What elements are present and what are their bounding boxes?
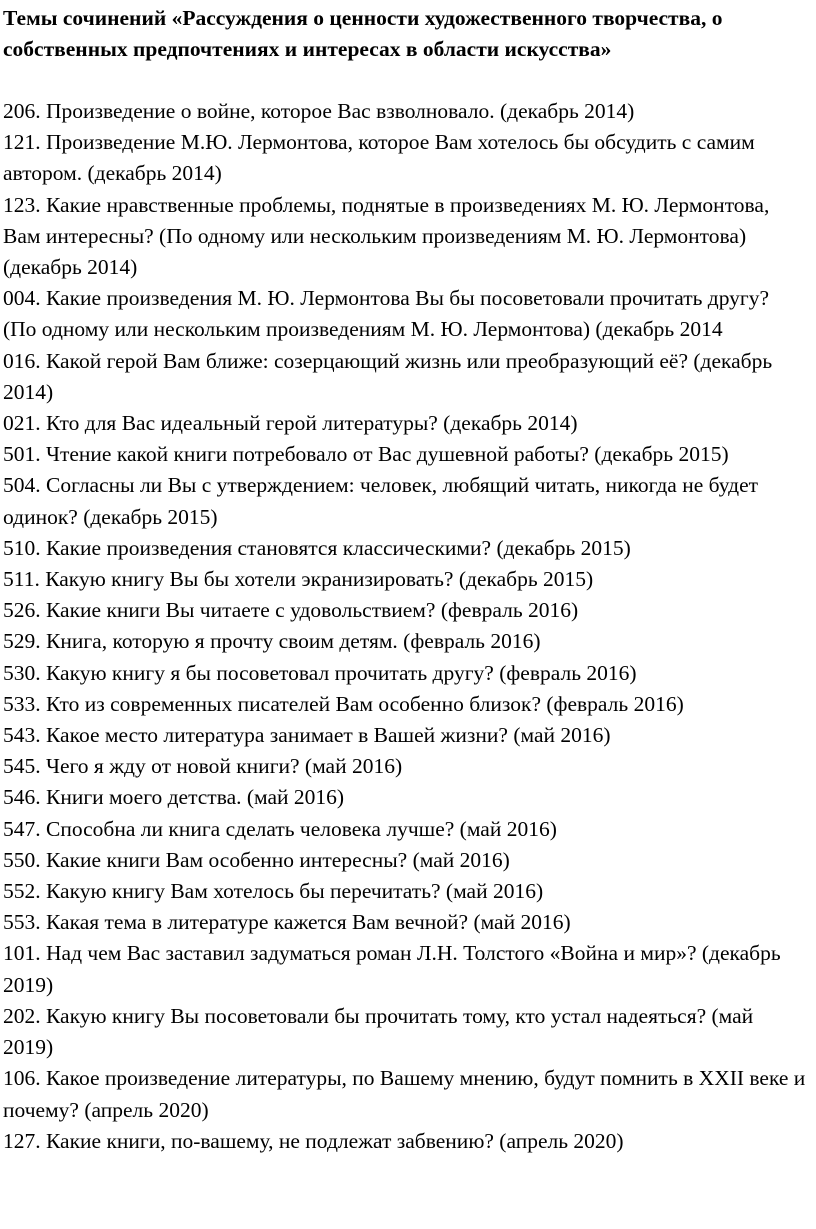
list-item: 123. Какие нравственные проблемы, поднятые в произведениях М. Ю. Лермонтова, Вам интересны? (По одному или нескольким произведениям М. Ю. Лермонтова) (декабрь 2014) — [3, 192, 770, 280]
list-item: 550. Какие книги Вам особенно интересны? (май 2016) — [3, 847, 510, 872]
list-item: 552. Какую книгу Вам хотелось бы перечитать? (май 2016) — [3, 879, 544, 904]
list-item: 511. Какую книгу Вы бы хотели экранизировать? (декабрь 2015) — [3, 567, 594, 592]
list-item: 206. Произведение о войне, которое Вас взволновало. (декабрь 2014) — [3, 99, 635, 123]
list-item: 526. Какие книги Вы читаете с удовольствием? (февраль 2016) — [3, 598, 579, 623]
list-item: 543. Какое место литература занимает в Вашей жизни? (май 2016) — [3, 723, 611, 748]
list-item: 547. Способна ли книга сделать человека лучше? (май 2016) — [3, 816, 557, 841]
list-item: 121. Произведение М.Ю. Лермонтова, которое Вам хотелось бы обсудить с самим автором. (декабрь 2014) — [3, 130, 755, 186]
list-item: 501. Чтение какой книги потребовало от Вас душевной работы? (декабрь 2015) — [3, 442, 729, 467]
list-item: 533. Кто из современных писателей Вам особенно близок? (февраль 2016) — [3, 691, 684, 716]
list-item: 106. Какое произведение литературы, по Вашему мнению, будут помнить в XXII веке и почему? (апрель 2020) — [3, 1066, 806, 1122]
list-item: 530. Какую книгу я бы посоветовал прочитать другу? (февраль 2016) — [3, 660, 637, 685]
list-item: 021. Кто для Вас идеальный герой литературы? (декабрь 2014) — [3, 411, 578, 436]
topic-list — [3, 96, 806, 1157]
list-item: 545. Чего я жду от новой книги? (май 2016) — [3, 754, 403, 779]
list-item: 004. Какие произведения М. Ю. Лермонтова Вы бы посоветовали прочитать другу? (По одному или нескольким произведениям М. Ю. Лермонтова) (декабрь 2014 — [3, 286, 770, 342]
list-item: 202. Какую книгу Вы посоветовали бы прочитать тому, кто устал надеяться? (май 2019) — [3, 1003, 754, 1060]
list-item: 127. Какие книги, по-вашему, не подлежат забвению? (апрель 2020) — [3, 1128, 624, 1153]
list-item: 016. Какой герой Вам ближе: созерцающий жизнь или преобразующий её? (декабрь 2014) — [3, 348, 773, 404]
list-item: 546. Книги моего детства. (май 2016) — [3, 785, 345, 810]
document-title: Темы сочинений «Рассуждения о ценности художественного творчества, о собственных предпочтениях и интересах в области искусства» — [3, 6, 723, 61]
list-item: 553. Какая тема в литературе кажется Вам вечной? (май 2016) — [3, 910, 571, 935]
list-item: 101. Над чем Вас заставил задуматься роман Л.Н. Толстого «Война и мир»? (декабрь 2019) — [3, 941, 781, 997]
list-item: 504. Согласны ли Вы с утверждением: человек, любящий читать, никогда не будет одинок? (декабрь 2015) — [3, 473, 759, 529]
list-item: 529. Книга, которую я прочту своим детям. (февраль 2016) — [3, 629, 541, 654]
list-item: 510. Какие произведения становятся классическими? (декабрь 2015) — [3, 535, 631, 560]
